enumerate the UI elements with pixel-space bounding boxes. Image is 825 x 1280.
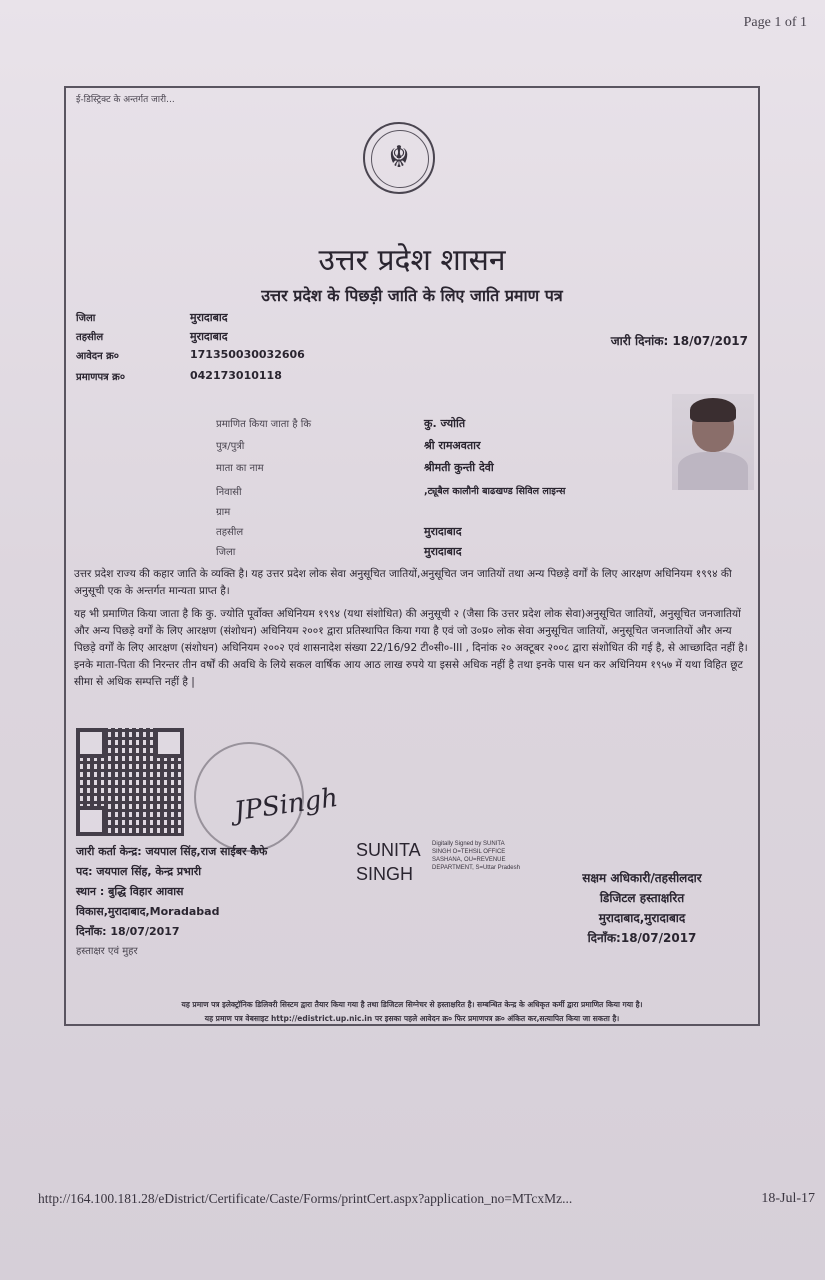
person-label-certified: प्रमाणित किया जाता है कि (216, 419, 312, 430)
person-value-name: कु. ज्योति (424, 417, 466, 430)
person-value-mother: श्रीमती कुन्ती देवी (424, 461, 494, 474)
edistrict-note: ई-डिस्ट्रिक्ट के अन्तर्गत जारी... (76, 95, 175, 105)
print-url: http://164.100.181.28/eDistrict/Certificate/Caste/Forms/printCert.aspx?application_no=MTcxMz... (38, 1191, 573, 1206)
authority-location: मुरादाबाद,मुरादाबाद (598, 911, 686, 925)
person-label-village: ग्राम (216, 507, 231, 518)
meta-value-district: मुरादाबाद (190, 311, 228, 324)
person-value-district: मुरादाबाद (424, 545, 462, 558)
meta-value-certificate-no: 042173010118 (190, 369, 282, 382)
digital-signature-details: Digitally Signed by SUNITA SINGH O=TEHSIL OFFICE SASHANA, OU=REVENUE DEPARTMENT, S=Uttar Pradesh (432, 841, 520, 871)
person-label-relation: पुत्र/पुत्री (216, 441, 245, 452)
authority-block (552, 868, 732, 948)
meta-label-district: जिला (76, 313, 96, 324)
meta-label-certificate-no: प्रमाणपत्र क्र० (76, 372, 126, 383)
authority-date: दिनाँक:18/07/2017 (587, 931, 697, 945)
digitally-signed-label: डिजिटल हस्ताक्षरित (599, 891, 685, 905)
person-label-tehsil: तहसील (216, 527, 244, 538)
certification-statement: यह भी प्रमाणित किया जाता है कि कु. ज्योति पूर्वोक्त अधिनियम १९९४ (यथा संशोधित) की अनुसूची २ (जैसा कि उत्तर प्रदेश लोक सेवा)अनुसूचित जातियों, अनुसूचित जनजातियों और अन्य पिछड़े वर्गों के लिए आरक्षण (संशोधन) अधिनियम २००१ द्वारा प्रतिस्थापित किया गया है एवं जो उ०प्र० लोक सेवा अनुसूचित जातियों, अनुसूचित जनजातियों और अन्य पिछड़े वर्गों के लिए आरक्षण (संशोधन) अधिनियम २००२ एवं शासनादेश संख्या 22/16/92 टी०सी०-III , दिनांक २० अक्टूबर २००८ द्वारा संशोधित की गई है, से आच्छादित नहीं है।इनके माता-पिता की निरन्तर तीन वर्षों की अवधि के लिये सकल वार्षिक आय आठ लाख रुपये या इससे अधिक नहीं है तथा इनके पास धन कर अधिनियम १९५७ में यथा विहित छूट सीमा से अधिक सम्पत्ति नहीं है | (74, 608, 748, 688)
person-value-tehsil: मुरादाबाद (424, 525, 462, 538)
meta-value-application-no: 171350030032606 (190, 348, 305, 361)
caste-certificate (64, 86, 760, 1026)
handwritten-signature: JPSingh (232, 782, 340, 828)
digital-signer-name: SUNITA SINGH (356, 840, 420, 884)
print-date: 18-Jul-17 (761, 1191, 815, 1206)
issuing-place-2: विकास,मुरादाबाद,Moradabad (76, 905, 220, 918)
up-government-emblem-icon (363, 122, 435, 194)
person-label-district: जिला (216, 547, 236, 558)
certificate-subtitle: उत्तर प्रदेश के पिछड़ी जाति के लिए जाति प्रमाण पत्र (261, 286, 563, 305)
certificate-title: उत्तर प्रदेश शासन (318, 243, 506, 278)
meta-label-tehsil: तहसील (76, 332, 104, 343)
meta-value-tehsil: मुरादाबाद (190, 330, 228, 343)
photo-body (678, 452, 748, 490)
issuing-date: दिनाँक: 18/07/2017 (76, 925, 180, 938)
issuing-center: जारी कर्ता केन्द्र: जयपाल सिंह,राज साईबर कैफे (76, 845, 268, 858)
footer-delivery-note: यह प्रमाण पत्र इलेक्ट्रॉनिक डिलिवरी सिस्टम द्वारा तैयार किया गया है तथा डिजिटल सिग्नेचर से हस्ताक्षरित है। सम्बन्धित केन्द्र के अधिकृत कर्मी द्वारा प्रमाणित किया गया है। (181, 1000, 643, 1009)
caste-statement: उत्तर प्रदेश राज्य की कहार जाति के व्यक्ति है। यह उत्तर प्रदेश लोक सेवा अनुसूचित जातियों,अनुसूचित जन जातियों तथा अन्य पिछड़े वर्गों के लिए आरक्षण अधिनियम १९९४ की अनुसूची एक के अन्तर्गत मान्यता प्राप्त है। (74, 568, 732, 597)
emblem-symbol-icon: ☬ (388, 140, 410, 175)
person-value-father: श्री रामअवतार (424, 439, 481, 452)
qr-code (76, 728, 184, 836)
applicant-photo (672, 394, 754, 490)
signature-and-seal-label: हस्ताक्षर एवं मुहर (76, 946, 138, 957)
meta-label-application-no: आवेदन क्र० (76, 351, 120, 362)
qr-finder-top-left (76, 728, 106, 758)
person-label-resident: निवासी (216, 487, 242, 498)
issuing-center-block (76, 842, 336, 962)
authority-title: सक्षम अधिकारी/तहसीलदार (582, 871, 702, 885)
page-number: Page 1 of 1 (743, 15, 807, 30)
footer-verification-note: यह प्रमाण पत्र वेबसाइट http://edistrict.up.nic.in पर इसका पहले आवेदन क्र० फिर प्रमाणपत्र क्र० अंकित कर,सत्यापित किया जा सकता है। (204, 1014, 620, 1023)
qr-finder-bottom-left (76, 806, 106, 836)
qr-finder-top-right (154, 728, 184, 758)
issue-date: जारी दिनांक: 18/07/2017 (610, 334, 748, 348)
issuing-place: स्थान : बुद्धि विहार आवास (76, 885, 184, 898)
photo-hair (690, 398, 736, 422)
person-label-mother: माता का नाम (216, 463, 264, 474)
issuing-designation: पद: जयपाल सिंह, केन्द्र प्रभारी (76, 865, 202, 878)
person-value-address: ,ट्यूबैल कालौनी बाढखण्ड सिविल लाइन्स (424, 486, 566, 497)
